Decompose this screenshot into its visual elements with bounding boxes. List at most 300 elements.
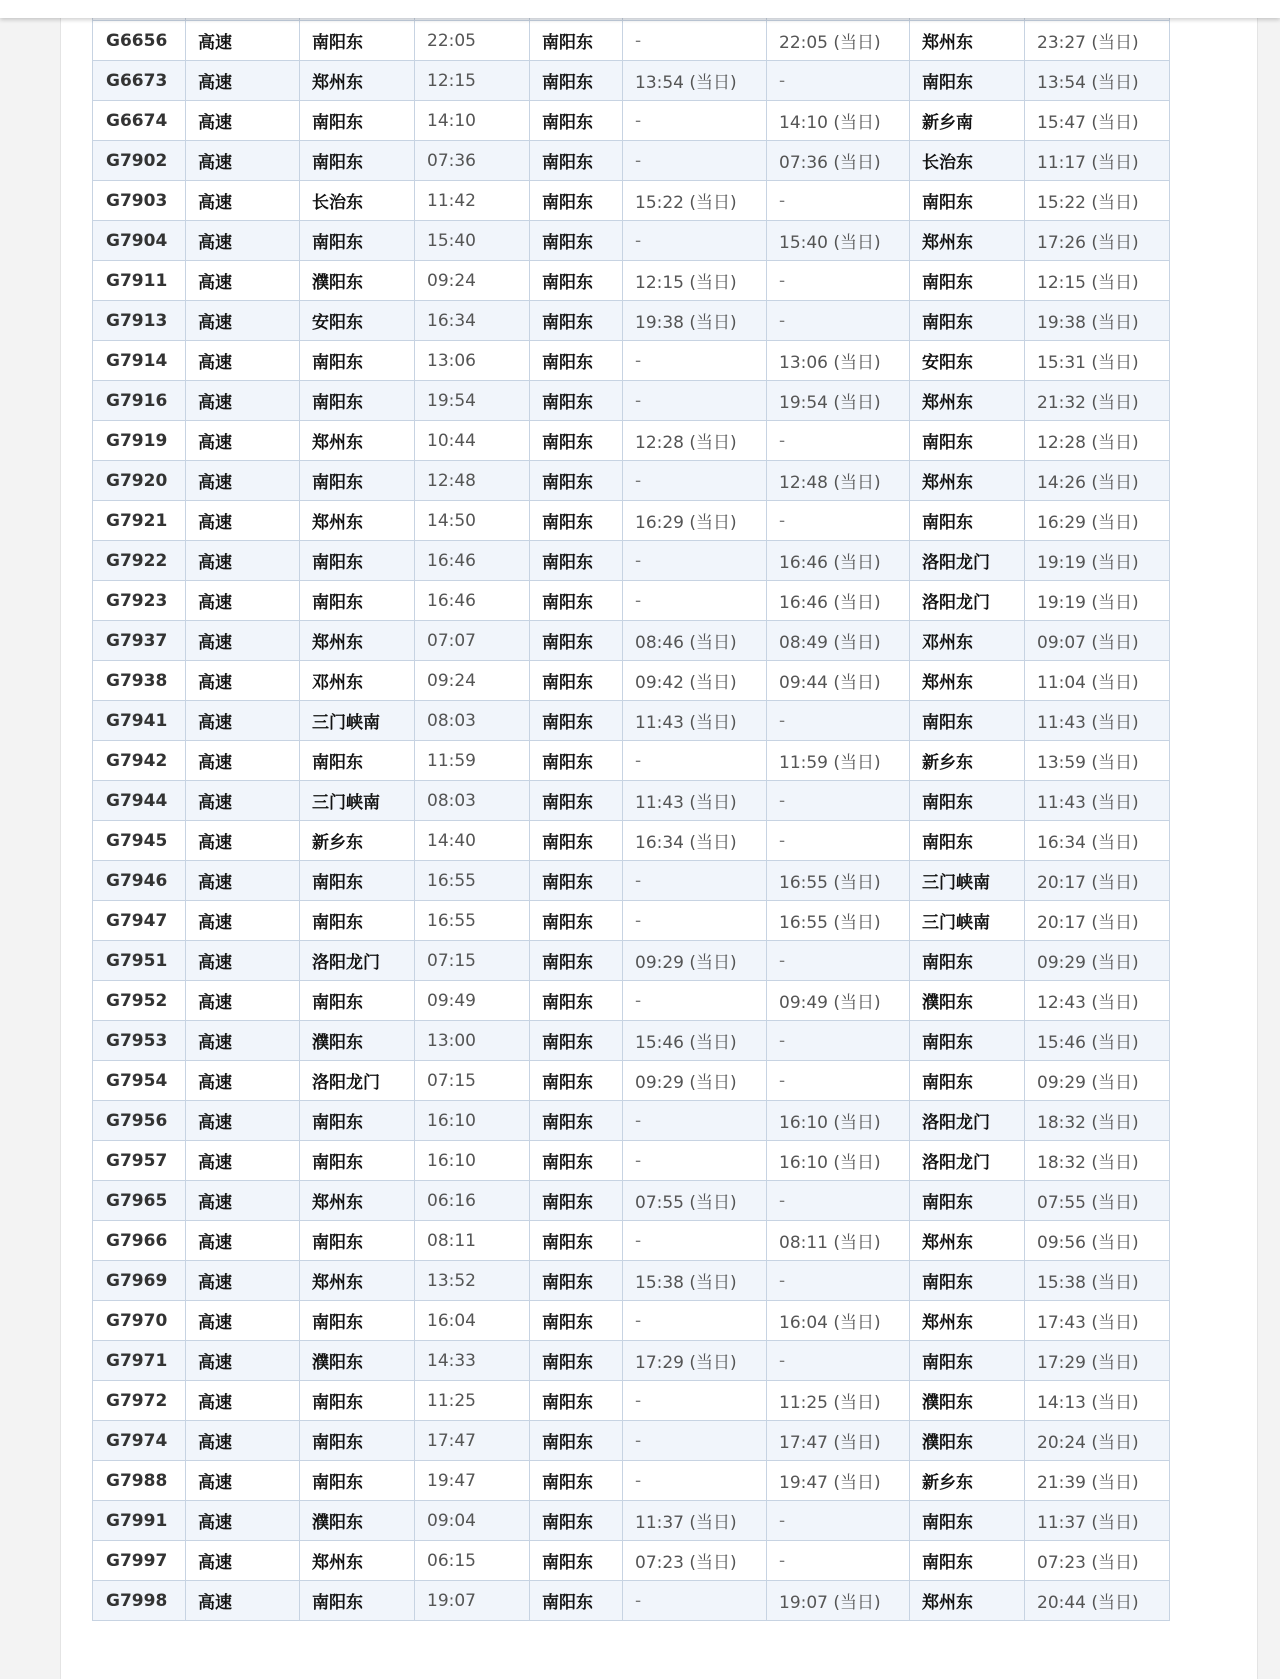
origin-station-cell: 洛阳龙门 xyxy=(300,941,415,981)
terminal-arrival-time-cell: 17:26 (当日) xyxy=(1025,221,1170,261)
train-type-cell: 高速 xyxy=(186,421,300,461)
current-station-cell: 南阳东 xyxy=(530,941,623,981)
arrival-time-cell: - xyxy=(623,741,767,781)
origin-station-cell: 洛阳龙门 xyxy=(300,1061,415,1101)
terminal-arrival-time-cell: 07:55 (当日) xyxy=(1025,1181,1170,1221)
table-row xyxy=(93,1141,1170,1181)
current-station-cell: 南阳东 xyxy=(530,101,623,141)
terminal-station-cell: 郑州东 xyxy=(910,1221,1025,1261)
train-number-cell[interactable]: G7954 xyxy=(93,1061,186,1101)
depart-from-current-time-cell: 11:59 (当日) xyxy=(767,741,910,781)
depart-from-current-time-cell: 16:46 (当日) xyxy=(767,541,910,581)
departure-time-cell: 11:42 xyxy=(415,181,530,221)
origin-station-cell: 南阳东 xyxy=(300,101,415,141)
origin-station-cell: 南阳东 xyxy=(300,1101,415,1141)
terminal-arrival-time-cell: 16:29 (当日) xyxy=(1025,501,1170,541)
departure-time-cell: 07:15 xyxy=(415,1061,530,1101)
current-station-cell: 南阳东 xyxy=(530,381,623,421)
train-type-cell: 高速 xyxy=(186,781,300,821)
origin-station-cell: 郑州东 xyxy=(300,1541,415,1581)
arrival-time-cell: - xyxy=(623,101,767,141)
depart-from-current-time-cell: 22:05 (当日) xyxy=(767,21,910,61)
arrival-time-cell: - xyxy=(623,1101,767,1141)
train-type-cell: 高速 xyxy=(186,221,300,261)
arrival-time-cell: 12:28 (当日) xyxy=(623,421,767,461)
depart-from-current-time-cell: - xyxy=(767,261,910,301)
depart-from-current-time-cell: 11:25 (当日) xyxy=(767,1381,910,1421)
table-row xyxy=(93,1101,1170,1141)
terminal-station-cell: 濮阳东 xyxy=(910,981,1025,1021)
departure-time-cell: 16:34 xyxy=(415,301,530,341)
origin-station-cell: 濮阳东 xyxy=(300,1501,415,1541)
arrival-time-cell: 09:29 (当日) xyxy=(623,1061,767,1101)
terminal-station-cell: 南阳东 xyxy=(910,701,1025,741)
train-type-cell: 高速 xyxy=(186,1501,300,1541)
train-type-cell: 高速 xyxy=(186,621,300,661)
depart-from-current-time-cell: 15:40 (当日) xyxy=(767,221,910,261)
departure-time-cell: 17:47 xyxy=(415,1421,530,1461)
table-row xyxy=(93,341,1170,381)
train-type-cell: 高速 xyxy=(186,1141,300,1181)
terminal-arrival-time-cell: 17:29 (当日) xyxy=(1025,1341,1170,1381)
terminal-arrival-time-cell: 07:23 (当日) xyxy=(1025,1541,1170,1581)
depart-from-current-time-cell: 13:06 (当日) xyxy=(767,341,910,381)
train-number-cell[interactable]: G7957 xyxy=(93,1141,186,1181)
departure-time-cell: 19:47 xyxy=(415,1461,530,1501)
current-station-cell: 南阳东 xyxy=(530,661,623,701)
train-number-cell[interactable]: G7919 xyxy=(93,421,186,461)
depart-from-current-time-cell: - xyxy=(767,1501,910,1541)
departure-time-cell: 16:10 xyxy=(415,1141,530,1181)
train-number-cell[interactable]: G7953 xyxy=(93,1021,186,1061)
departure-time-cell: 16:10 xyxy=(415,1101,530,1141)
terminal-station-cell: 洛阳龙门 xyxy=(910,581,1025,621)
terminal-station-cell: 南阳东 xyxy=(910,421,1025,461)
train-type-cell: 高速 xyxy=(186,1221,300,1261)
current-station-cell: 南阳东 xyxy=(530,421,623,461)
table-row xyxy=(93,301,1170,341)
train-type-cell: 高速 xyxy=(186,1541,300,1581)
arrival-time-cell: - xyxy=(623,1381,767,1421)
departure-time-cell: 07:36 xyxy=(415,141,530,181)
arrival-time-cell: - xyxy=(623,1581,767,1621)
train-number-cell[interactable]: G6674 xyxy=(93,101,186,141)
current-station-cell: 南阳东 xyxy=(530,261,623,301)
departure-time-cell: 13:00 xyxy=(415,1021,530,1061)
train-number-cell[interactable]: G7914 xyxy=(93,341,186,381)
table-row xyxy=(93,661,1170,701)
departure-time-cell: 09:49 xyxy=(415,981,530,1021)
terminal-arrival-time-cell: 18:32 (当日) xyxy=(1025,1141,1170,1181)
terminal-station-cell: 新乡南 xyxy=(910,101,1025,141)
terminal-station-cell: 郑州东 xyxy=(910,1581,1025,1621)
departure-time-cell: 10:44 xyxy=(415,421,530,461)
current-station-cell: 南阳东 xyxy=(530,1541,623,1581)
train-type-cell: 高速 xyxy=(186,101,300,141)
terminal-station-cell: 南阳东 xyxy=(910,1541,1025,1581)
train-number-cell[interactable]: G6656 xyxy=(93,21,186,61)
train-type-cell: 高速 xyxy=(186,21,300,61)
arrival-time-cell: - xyxy=(623,901,767,941)
departure-time-cell: 06:16 xyxy=(415,1181,530,1221)
train-type-cell: 高速 xyxy=(186,261,300,301)
origin-station-cell: 南阳东 xyxy=(300,221,415,261)
depart-from-current-time-cell: 08:11 (当日) xyxy=(767,1221,910,1261)
terminal-station-cell: 安阳东 xyxy=(910,341,1025,381)
terminal-arrival-time-cell: 20:17 (当日) xyxy=(1025,861,1170,901)
depart-from-current-time-cell: 16:10 (当日) xyxy=(767,1141,910,1181)
train-type-cell: 高速 xyxy=(186,1381,300,1421)
train-type-cell: 高速 xyxy=(186,141,300,181)
train-number-cell[interactable]: G7922 xyxy=(93,541,186,581)
terminal-arrival-time-cell: 20:44 (当日) xyxy=(1025,1581,1170,1621)
arrival-time-cell: - xyxy=(623,541,767,581)
terminal-arrival-time-cell: 15:22 (当日) xyxy=(1025,181,1170,221)
train-type-cell: 高速 xyxy=(186,941,300,981)
terminal-station-cell: 郑州东 xyxy=(910,21,1025,61)
train-type-cell: 高速 xyxy=(186,861,300,901)
terminal-arrival-time-cell: 12:15 (当日) xyxy=(1025,261,1170,301)
table-row xyxy=(93,221,1170,261)
origin-station-cell: 南阳东 xyxy=(300,461,415,501)
depart-from-current-time-cell: - xyxy=(767,421,910,461)
arrival-time-cell: - xyxy=(623,1461,767,1501)
arrival-time-cell: - xyxy=(623,1301,767,1341)
depart-from-current-time-cell: - xyxy=(767,181,910,221)
origin-station-cell: 南阳东 xyxy=(300,341,415,381)
train-number-cell[interactable]: G7988 xyxy=(93,1461,186,1501)
origin-station-cell: 南阳东 xyxy=(300,1461,415,1501)
origin-station-cell: 南阳东 xyxy=(300,1301,415,1341)
train-number-cell[interactable]: G7998 xyxy=(93,1581,186,1621)
origin-station-cell: 濮阳东 xyxy=(300,1021,415,1061)
origin-station-cell: 三门峡南 xyxy=(300,701,415,741)
arrival-time-cell: - xyxy=(623,341,767,381)
origin-station-cell: 南阳东 xyxy=(300,1141,415,1181)
origin-station-cell: 南阳东 xyxy=(300,741,415,781)
terminal-arrival-time-cell: 15:46 (当日) xyxy=(1025,1021,1170,1061)
arrival-time-cell: - xyxy=(623,1221,767,1261)
terminal-arrival-time-cell: 09:07 (当日) xyxy=(1025,621,1170,661)
current-station-cell: 南阳东 xyxy=(530,1061,623,1101)
train-number-cell[interactable]: G7944 xyxy=(93,781,186,821)
terminal-station-cell: 郑州东 xyxy=(910,661,1025,701)
train-number-cell[interactable]: G7921 xyxy=(93,501,186,541)
train-number-cell[interactable]: G7903 xyxy=(93,181,186,221)
table-row xyxy=(93,821,1170,861)
terminal-station-cell: 洛阳龙门 xyxy=(910,1141,1025,1181)
terminal-arrival-time-cell: 09:29 (当日) xyxy=(1025,1061,1170,1101)
depart-from-current-time-cell: 08:49 (当日) xyxy=(767,621,910,661)
train-number-cell[interactable]: G7947 xyxy=(93,901,186,941)
current-station-cell: 南阳东 xyxy=(530,61,623,101)
terminal-station-cell: 濮阳东 xyxy=(910,1421,1025,1461)
train-type-cell: 高速 xyxy=(186,1461,300,1501)
origin-station-cell: 南阳东 xyxy=(300,981,415,1021)
train-number-cell[interactable]: G7946 xyxy=(93,861,186,901)
current-station-cell: 南阳东 xyxy=(530,461,623,501)
terminal-arrival-time-cell: 19:19 (当日) xyxy=(1025,541,1170,581)
terminal-arrival-time-cell: 20:17 (当日) xyxy=(1025,901,1170,941)
depart-from-current-time-cell: 07:36 (当日) xyxy=(767,141,910,181)
origin-station-cell: 长治东 xyxy=(300,181,415,221)
origin-station-cell: 郑州东 xyxy=(300,1261,415,1301)
arrival-time-cell: - xyxy=(623,21,767,61)
train-type-cell: 高速 xyxy=(186,1581,300,1621)
departure-time-cell: 07:15 xyxy=(415,941,530,981)
current-station-cell: 南阳东 xyxy=(530,1501,623,1541)
depart-from-current-time-cell: - xyxy=(767,1181,910,1221)
depart-from-current-time-cell: - xyxy=(767,821,910,861)
table-row xyxy=(93,861,1170,901)
terminal-station-cell: 郑州东 xyxy=(910,461,1025,501)
arrival-time-cell: 19:38 (当日) xyxy=(623,301,767,341)
arrival-time-cell: 07:55 (当日) xyxy=(623,1181,767,1221)
current-station-cell: 南阳东 xyxy=(530,581,623,621)
train-number-cell[interactable]: G7952 xyxy=(93,981,186,1021)
table-row xyxy=(93,1581,1170,1621)
depart-from-current-time-cell: - xyxy=(767,61,910,101)
terminal-arrival-time-cell: 15:47 (当日) xyxy=(1025,101,1170,141)
origin-station-cell: 郑州东 xyxy=(300,501,415,541)
depart-from-current-time-cell: 12:48 (当日) xyxy=(767,461,910,501)
origin-station-cell: 南阳东 xyxy=(300,901,415,941)
train-type-cell: 高速 xyxy=(186,1341,300,1381)
train-number-cell[interactable]: G6673 xyxy=(93,61,186,101)
origin-station-cell: 郑州东 xyxy=(300,621,415,661)
terminal-station-cell: 郑州东 xyxy=(910,221,1025,261)
depart-from-current-time-cell: 19:54 (当日) xyxy=(767,381,910,421)
table-row xyxy=(93,901,1170,941)
train-number-cell[interactable]: G7991 xyxy=(93,1501,186,1541)
origin-station-cell: 南阳东 xyxy=(300,1381,415,1421)
depart-from-current-time-cell: 17:47 (当日) xyxy=(767,1421,910,1461)
departure-time-cell: 07:07 xyxy=(415,621,530,661)
terminal-station-cell: 南阳东 xyxy=(910,301,1025,341)
origin-station-cell: 邓州东 xyxy=(300,661,415,701)
table-row xyxy=(93,701,1170,741)
origin-station-cell: 新乡东 xyxy=(300,821,415,861)
table-row xyxy=(93,461,1170,501)
train-type-cell: 高速 xyxy=(186,1301,300,1341)
table-row xyxy=(93,1221,1170,1261)
departure-time-cell: 16:46 xyxy=(415,581,530,621)
terminal-station-cell: 南阳东 xyxy=(910,261,1025,301)
departure-time-cell: 16:55 xyxy=(415,861,530,901)
terminal-arrival-time-cell: 16:34 (当日) xyxy=(1025,821,1170,861)
train-type-cell: 高速 xyxy=(186,61,300,101)
depart-from-current-time-cell: 09:49 (当日) xyxy=(767,981,910,1021)
terminal-arrival-time-cell: 15:31 (当日) xyxy=(1025,341,1170,381)
departure-time-cell: 09:04 xyxy=(415,1501,530,1541)
origin-station-cell: 郑州东 xyxy=(300,1181,415,1221)
table-row xyxy=(93,381,1170,421)
current-station-cell: 南阳东 xyxy=(530,1021,623,1061)
terminal-station-cell: 南阳东 xyxy=(910,1181,1025,1221)
train-number-cell[interactable]: G7941 xyxy=(93,701,186,741)
table-row xyxy=(93,781,1170,821)
current-station-cell: 南阳东 xyxy=(530,141,623,181)
terminal-arrival-time-cell: 17:43 (当日) xyxy=(1025,1301,1170,1341)
terminal-arrival-time-cell: 12:43 (当日) xyxy=(1025,981,1170,1021)
arrival-time-cell: - xyxy=(623,581,767,621)
train-number-cell[interactable]: G7911 xyxy=(93,261,186,301)
train-type-cell: 高速 xyxy=(186,741,300,781)
terminal-arrival-time-cell: 19:38 (当日) xyxy=(1025,301,1170,341)
train-number-cell[interactable]: G7970 xyxy=(93,1301,186,1341)
current-station-cell: 南阳东 xyxy=(530,1581,623,1621)
train-number-cell[interactable]: G7942 xyxy=(93,741,186,781)
origin-station-cell: 濮阳东 xyxy=(300,261,415,301)
current-station-cell: 南阳东 xyxy=(530,1181,623,1221)
table-row xyxy=(93,581,1170,621)
current-station-cell: 南阳东 xyxy=(530,821,623,861)
train-number-cell[interactable]: G7971 xyxy=(93,1341,186,1381)
table-row xyxy=(93,941,1170,981)
terminal-station-cell: 南阳东 xyxy=(910,1501,1025,1541)
depart-from-current-time-cell: 16:55 (当日) xyxy=(767,861,910,901)
departure-time-cell: 08:03 xyxy=(415,701,530,741)
train-number-cell[interactable]: G7916 xyxy=(93,381,186,421)
arrival-time-cell: 09:29 (当日) xyxy=(623,941,767,981)
terminal-station-cell: 洛阳龙门 xyxy=(910,1101,1025,1141)
departure-time-cell: 14:40 xyxy=(415,821,530,861)
departure-time-cell: 16:04 xyxy=(415,1301,530,1341)
table-row xyxy=(93,501,1170,541)
current-station-cell: 南阳东 xyxy=(530,901,623,941)
departure-time-cell: 12:48 xyxy=(415,461,530,501)
table-row xyxy=(93,1061,1170,1101)
table-row xyxy=(93,61,1170,101)
train-type-cell: 高速 xyxy=(186,1021,300,1061)
current-station-cell: 南阳东 xyxy=(530,181,623,221)
current-station-cell: 南阳东 xyxy=(530,1421,623,1461)
depart-from-current-time-cell: 16:46 (当日) xyxy=(767,581,910,621)
table-row xyxy=(93,1501,1170,1541)
departure-time-cell: 09:24 xyxy=(415,661,530,701)
departure-time-cell: 15:40 xyxy=(415,221,530,261)
departure-time-cell: 14:10 xyxy=(415,101,530,141)
table-row xyxy=(93,141,1170,181)
terminal-arrival-time-cell: 14:13 (当日) xyxy=(1025,1381,1170,1421)
departure-time-cell: 13:06 xyxy=(415,341,530,381)
origin-station-cell: 南阳东 xyxy=(300,541,415,581)
train-type-cell: 高速 xyxy=(186,181,300,221)
terminal-arrival-time-cell: 11:43 (当日) xyxy=(1025,781,1170,821)
origin-station-cell: 南阳东 xyxy=(300,381,415,421)
train-number-cell[interactable]: G7974 xyxy=(93,1421,186,1461)
train-number-cell[interactable]: G7938 xyxy=(93,661,186,701)
table-row xyxy=(93,1301,1170,1341)
terminal-station-cell: 郑州东 xyxy=(910,1301,1025,1341)
train-number-cell[interactable]: G7969 xyxy=(93,1261,186,1301)
depart-from-current-time-cell: 09:44 (当日) xyxy=(767,661,910,701)
terminal-arrival-time-cell: 09:29 (当日) xyxy=(1025,941,1170,981)
arrival-time-cell: 15:38 (当日) xyxy=(623,1261,767,1301)
depart-from-current-time-cell: 16:55 (当日) xyxy=(767,901,910,941)
train-number-cell[interactable]: G7965 xyxy=(93,1181,186,1221)
arrival-time-cell: 11:43 (当日) xyxy=(623,781,767,821)
terminal-arrival-time-cell: 09:56 (当日) xyxy=(1025,1221,1170,1261)
train-number-cell[interactable]: G7956 xyxy=(93,1101,186,1141)
terminal-arrival-time-cell: 19:19 (当日) xyxy=(1025,581,1170,621)
origin-station-cell: 三门峡南 xyxy=(300,781,415,821)
depart-from-current-time-cell: 19:47 (当日) xyxy=(767,1461,910,1501)
table-row xyxy=(93,741,1170,781)
departure-time-cell: 22:05 xyxy=(415,21,530,61)
table-row xyxy=(93,101,1170,141)
train-number-cell[interactable]: G7972 xyxy=(93,1381,186,1421)
train-type-cell: 高速 xyxy=(186,581,300,621)
current-station-cell: 南阳东 xyxy=(530,741,623,781)
train-type-cell: 高速 xyxy=(186,341,300,381)
terminal-station-cell: 南阳东 xyxy=(910,1061,1025,1101)
train-type-cell: 高速 xyxy=(186,1181,300,1221)
terminal-station-cell: 南阳东 xyxy=(910,61,1025,101)
origin-station-cell: 南阳东 xyxy=(300,581,415,621)
train-type-cell: 高速 xyxy=(186,501,300,541)
terminal-station-cell: 南阳东 xyxy=(910,941,1025,981)
terminal-arrival-time-cell: 23:27 (当日) xyxy=(1025,21,1170,61)
terminal-arrival-time-cell: 21:39 (当日) xyxy=(1025,1461,1170,1501)
depart-from-current-time-cell: - xyxy=(767,301,910,341)
arrival-time-cell: 11:43 (当日) xyxy=(623,701,767,741)
table-row xyxy=(93,541,1170,581)
terminal-arrival-time-cell: 11:04 (当日) xyxy=(1025,661,1170,701)
terminal-arrival-time-cell: 13:59 (当日) xyxy=(1025,741,1170,781)
train-number-cell[interactable]: G7997 xyxy=(93,1541,186,1581)
depart-from-current-time-cell: 14:10 (当日) xyxy=(767,101,910,141)
terminal-station-cell: 南阳东 xyxy=(910,1261,1025,1301)
terminal-station-cell: 南阳东 xyxy=(910,821,1025,861)
train-schedule-table-wrapper xyxy=(92,0,1169,1621)
departure-time-cell: 14:50 xyxy=(415,501,530,541)
departure-time-cell: 12:15 xyxy=(415,61,530,101)
train-number-cell[interactable]: G7966 xyxy=(93,1221,186,1261)
terminal-arrival-time-cell: 18:32 (当日) xyxy=(1025,1101,1170,1141)
train-number-cell[interactable]: G7913 xyxy=(93,301,186,341)
train-number-cell[interactable]: G7945 xyxy=(93,821,186,861)
depart-from-current-time-cell: 16:10 (当日) xyxy=(767,1101,910,1141)
train-number-cell[interactable]: G7902 xyxy=(93,141,186,181)
current-station-cell: 南阳东 xyxy=(530,1261,623,1301)
departure-time-cell: 14:33 xyxy=(415,1341,530,1381)
current-station-cell: 南阳东 xyxy=(530,781,623,821)
arrival-time-cell: - xyxy=(623,221,767,261)
depart-from-current-time-cell: - xyxy=(767,1021,910,1061)
train-type-cell: 高速 xyxy=(186,901,300,941)
terminal-arrival-time-cell: 11:17 (当日) xyxy=(1025,141,1170,181)
train-number-cell[interactable]: G7923 xyxy=(93,581,186,621)
top-bar xyxy=(0,0,1280,18)
train-number-cell[interactable]: G7920 xyxy=(93,461,186,501)
table-row xyxy=(93,261,1170,301)
current-station-cell: 南阳东 xyxy=(530,621,623,661)
train-number-cell[interactable]: G7937 xyxy=(93,621,186,661)
current-station-cell: 南阳东 xyxy=(530,501,623,541)
train-type-cell: 高速 xyxy=(186,821,300,861)
origin-station-cell: 南阳东 xyxy=(300,861,415,901)
departure-time-cell: 13:52 xyxy=(415,1261,530,1301)
terminal-station-cell: 濮阳东 xyxy=(910,1381,1025,1421)
terminal-station-cell: 三门峡南 xyxy=(910,901,1025,941)
arrival-time-cell: 13:54 (当日) xyxy=(623,61,767,101)
terminal-station-cell: 南阳东 xyxy=(910,1341,1025,1381)
train-type-cell: 高速 xyxy=(186,381,300,421)
current-station-cell: 南阳东 xyxy=(530,1301,623,1341)
train-number-cell[interactable]: G7951 xyxy=(93,941,186,981)
train-number-cell[interactable]: G7904 xyxy=(93,221,186,261)
